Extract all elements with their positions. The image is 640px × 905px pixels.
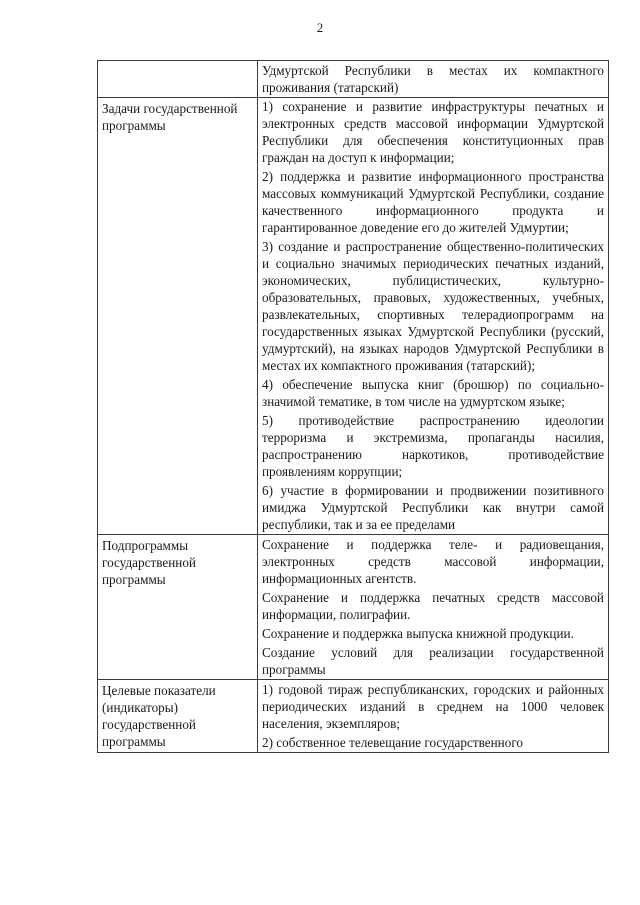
targets-content-cell xyxy=(258,680,609,753)
table-row-continuation xyxy=(98,61,609,98)
task-item-2: 2) поддержка и развитие информационного пространства массовых коммуникаций Удмуртской Республики, создание качественного информационного продукта и гарантированное доведение его до жителей Удмуртии; xyxy=(262,169,604,235)
task-item-1: 1) сохранение и развитие инфраструктуры печатных и электронных средств массовой информации Удмуртской Республики для обеспечения конституционных прав граждан на доступ к информации; xyxy=(262,99,604,165)
target-item-1: 1) годовой тираж республиканских, городских и районных периодических изданий в среднем на 1000 человек населения, экземпляров; xyxy=(262,682,604,731)
continuation-label-cell xyxy=(98,61,258,98)
tasks-label: Задачи государственной программы xyxy=(102,101,238,133)
task-item-4: 4) обеспечение выпуска книг (брошюр) по социально-значимой тематике, в том числе на удмуртском языке; xyxy=(262,377,604,409)
tasks-label-cell xyxy=(98,98,258,535)
table-row-targets xyxy=(98,680,609,753)
targets-label-cell xyxy=(98,680,258,753)
subprogram-item-4: Создание условий для реализации государственной программы xyxy=(262,645,604,677)
task-item-6: 6) участие в формировании и продвижении позитивного имиджа Удмуртской Республики как внутри самой республики, так и за ее пределами xyxy=(262,483,604,532)
program-passport-table xyxy=(97,60,609,753)
task-item-5: 5) противодействие распространению идеологии терроризма и экстремизма, пропаганды насилия, распространению наркотиков, противодействие проявлениям коррупции; xyxy=(262,413,604,479)
subprogram-item-3: Сохранение и поддержка выпуска книжной продукции. xyxy=(262,626,574,641)
table-row-subprograms xyxy=(98,535,609,680)
page-number: 2 xyxy=(316,20,324,35)
continuation-content-cell xyxy=(258,61,609,98)
subprogram-item-2: Сохранение и поддержка печатных средств массовой информации, полиграфии. xyxy=(262,590,604,622)
table-row-tasks xyxy=(98,98,609,535)
subprograms-content-cell xyxy=(258,535,609,680)
subprograms-label-cell xyxy=(98,535,258,680)
tasks-content-cell xyxy=(258,98,609,535)
continuation-text: Удмуртской Республики в местах их компактного проживания (татарский) xyxy=(262,63,604,95)
targets-label: Целевые показатели (индикаторы) государственной программы xyxy=(102,683,216,749)
subprograms-label: Подпрограммы государственной программы xyxy=(102,538,196,587)
target-item-2: 2) собственное телевещание государственного xyxy=(262,735,524,750)
task-item-3: 3) создание и распространение общественно-политических и социально значимых периодических печатных изданий, экономических, публицистических, культурно-образовательных, правовых, художественных, учебных, развлекательных, спортивных телерадиопрограмм на государственных языках Удмуртской Республики (русский, удмуртский), на языках народов Удмуртской Республики в местах их компактного проживания (татарский); xyxy=(262,239,604,373)
subprogram-item-1: Сохранение и поддержка теле- и радиовещания, электронных средств массовой информации, информационных агентств. xyxy=(262,537,604,586)
